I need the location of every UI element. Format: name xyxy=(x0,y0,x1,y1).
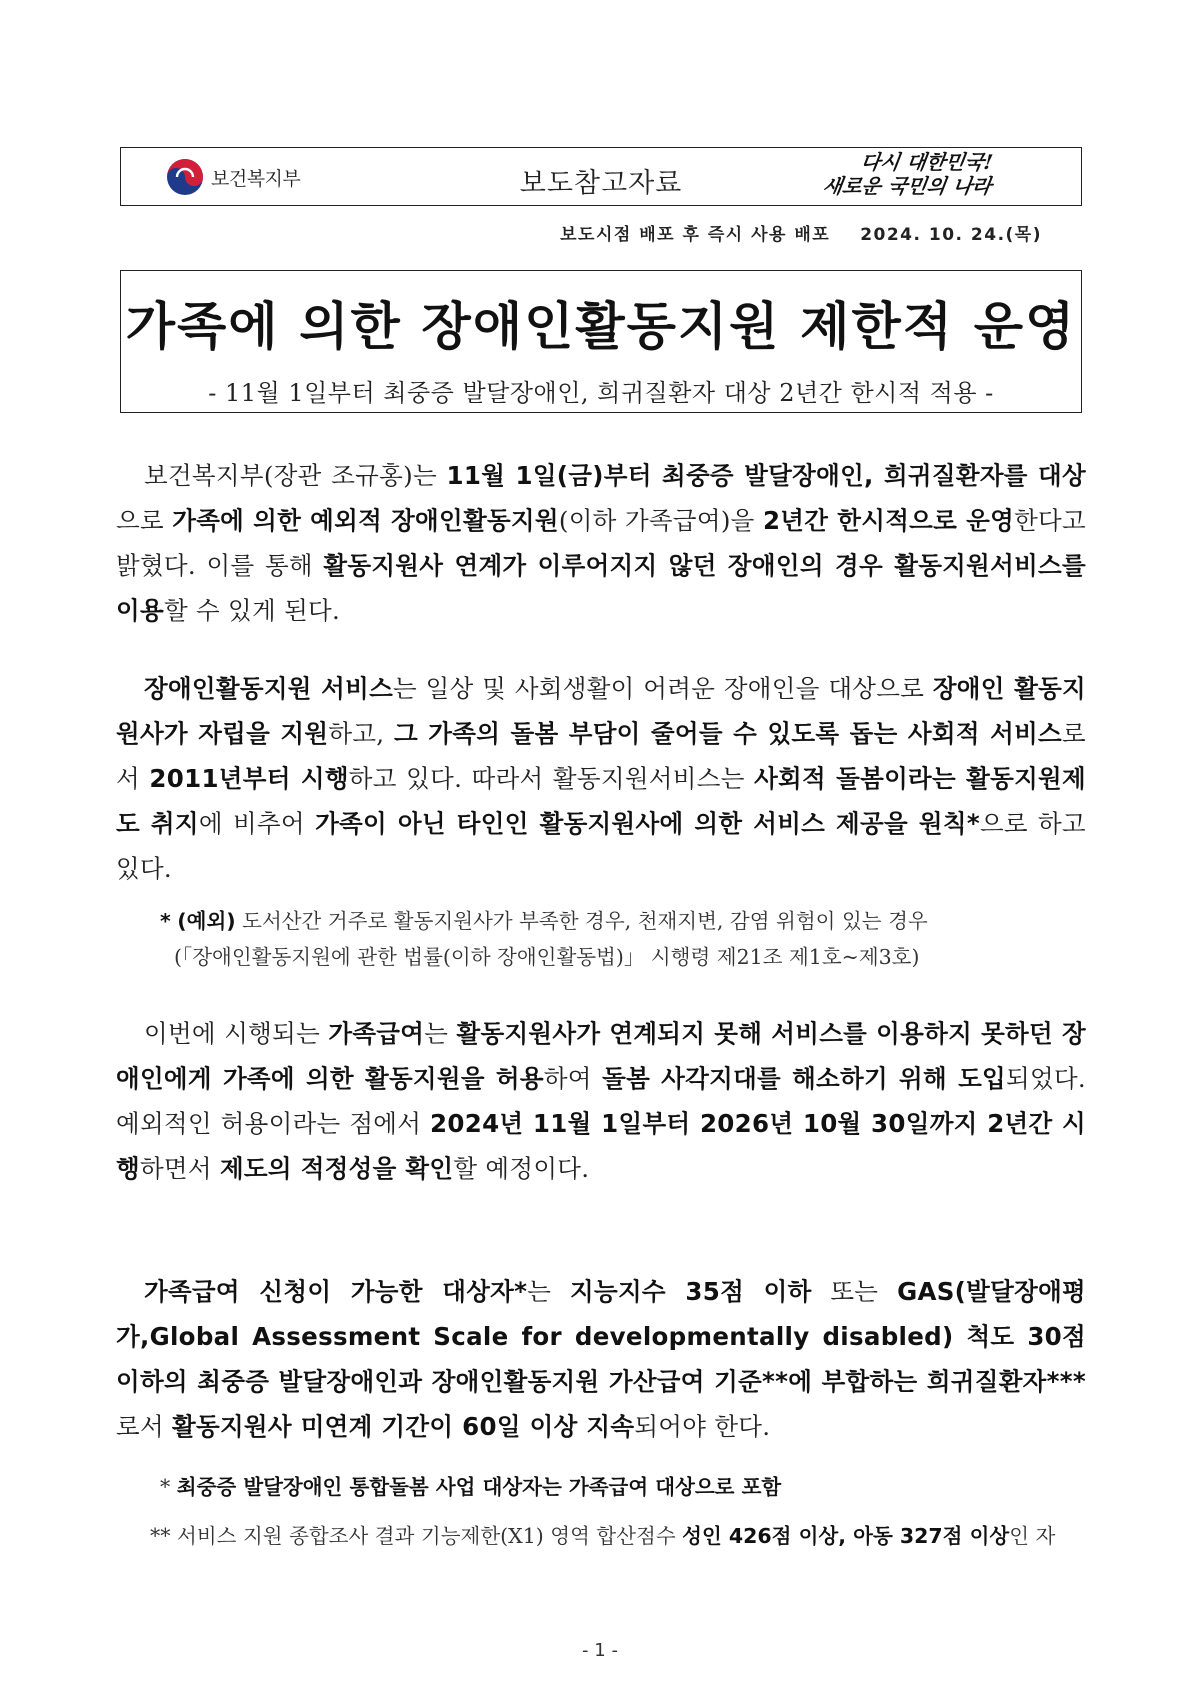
bold-run: 활동지원사가 연계되지 못해 서비스를 이용하지 못하던 장애인에게 가족에 의한 활동지원을 허용 xyxy=(116,1019,1086,1093)
ministry-name: 보건복지부 xyxy=(211,167,301,190)
paragraph-3 xyxy=(116,1011,1086,1191)
bold-run: 2024년 11월 1일부터 2026년 10월 30일까지 2년간 시행 xyxy=(116,1109,1086,1183)
footnote-text: 도서산간 거주로 활동지원사가 부족한 경우, 천재지변, 감염 위험이 있는 경우 xyxy=(235,909,928,933)
footnote-mark: * xyxy=(160,1475,171,1499)
footnote-text-line-2: (「장애인활동지원에 관한 법률(이하 장애인활동법)」 시행령 제21조 제1호~제3호) xyxy=(174,945,920,969)
paragraph-4 xyxy=(116,1269,1086,1449)
text-run: 에 비추어 xyxy=(198,809,316,838)
bold-run: 가족급여 신청이 가능한 대상자* xyxy=(144,1277,528,1306)
bold-run: GAS(발달장애평가,Global Assessment Scale for developmentally disabled) 척도 30점 이하의 최중증 발달장애인과 장애인활동지원 가산급여 기준**에 부합하는 희귀질환자*** xyxy=(116,1277,1087,1396)
footnote-exception xyxy=(160,903,1090,975)
footnote-text: 서비스 지원 종합조사 결과 기능제한(X1) 영역 합산점수 xyxy=(177,1524,683,1548)
text-run: 으로 하고 있다. xyxy=(116,809,1086,883)
text-run: 하면서 xyxy=(139,1154,220,1183)
slogan xyxy=(823,150,1033,205)
footnote-label: (예외) xyxy=(177,909,236,933)
header-box xyxy=(120,147,1082,206)
bold-run: 지능지수 35점 이하 xyxy=(570,1277,812,1306)
bold-run: 활동지원사 연계가 이루어지지 않던 장애인의 경우 활동지원서비스를 이용 xyxy=(116,551,1086,625)
bold-run: 활동지원사 미연계 기간이 60일 이상 지속 xyxy=(172,1412,635,1441)
paragraph-2 xyxy=(116,666,1086,891)
bold-run: 11월 1일(금)부터 최중증 발달장애인, 희귀질환자를 대상 xyxy=(446,461,1086,490)
bold-run: 가족급여 xyxy=(328,1019,425,1048)
text-run: 하고, xyxy=(328,719,394,748)
bold-run: 2011년부터 시행 xyxy=(149,764,349,793)
text-run: 보건복지부(장관 조규홍)는 xyxy=(144,461,447,490)
paragraph-1 xyxy=(116,453,1086,633)
text-run: 로서 xyxy=(116,719,1086,793)
text-run: 으로 xyxy=(116,506,173,535)
page-title: 가족에 의한 장애인활동지원 제한적 운영 xyxy=(125,298,1077,357)
text-run: 는 xyxy=(424,1019,457,1048)
footnote-target xyxy=(160,1469,1090,1505)
slogan-line-2: 새로운 국민의 나라 xyxy=(821,174,994,198)
text-run: 한다고 밝혔다. 이를 통해 xyxy=(116,506,1086,580)
bold-run: 가족에 의한 예외적 장애인활동지원 xyxy=(172,506,559,535)
text-run: 할 예정이다. xyxy=(453,1154,590,1183)
text-run: 되었다. 예외적인 허용이라는 점에서 xyxy=(116,1064,1087,1138)
text-run: 는 xyxy=(527,1277,571,1306)
text-run: 하고 있다. 따라서 활동지원서비스는 xyxy=(348,764,755,793)
text-run: 할 수 있게 된다. xyxy=(163,596,341,625)
bold-run: 제도의 적정성을 확인 xyxy=(219,1154,454,1183)
text-run: 또는 xyxy=(811,1277,898,1306)
text-run: 로서 xyxy=(116,1412,173,1441)
bold-run: 장애인활동지원 서비스 xyxy=(144,674,394,703)
page-number: - 1 - xyxy=(582,1640,618,1661)
slogan-line-1: 다시 대한민국! xyxy=(859,150,995,174)
text-run: 되어야 한다. xyxy=(634,1412,771,1441)
footnote-bold: 성인 426점 이상, 아동 327점 이상 xyxy=(682,1524,1010,1548)
release-info xyxy=(560,220,1042,245)
bold-run: 돌봄 사각지대를 해소하기 위해 도입 xyxy=(602,1064,1007,1093)
text-run: 이번에 시행되는 xyxy=(144,1019,329,1048)
bold-run: 가족이 아닌 타인인 활동지원사에 의한 서비스 제공을 원칙* xyxy=(315,809,980,838)
footnote-score xyxy=(150,1518,1080,1554)
footnote-text: 최중증 발달장애인 통합돌봄 사업 대상자는 가족급여 대상으로 포함 xyxy=(176,1475,782,1499)
bold-run: 사회적 돌봄이라는 활동지원제도 취지 xyxy=(116,764,1086,838)
bold-run: 그 가족의 돌봄 부담이 줄어들 수 있도록 돕는 사회적 서비스 xyxy=(393,719,1063,748)
bold-run: 장애인 활동지원사가 자립을 지원 xyxy=(116,674,1087,748)
text-run: 는 일상 및 사회생활이 어려운 장애인을 대상으로 xyxy=(393,674,933,703)
footnote-mark: * xyxy=(160,909,171,933)
text-run: (이하 가족급여)을 xyxy=(558,506,763,535)
bold-run: 2년간 한시적으로 운영 xyxy=(762,506,1015,535)
page-subtitle: - 11월 1일부터 최중증 발달장애인, 희귀질환자 대상 2년간 한시적 적용 - xyxy=(208,379,994,407)
document-type: 보도참고자료 xyxy=(519,168,683,199)
footnote-mark: ** xyxy=(150,1524,171,1548)
release-timing: 보도시점 배포 후 즉시 사용 배포 xyxy=(560,225,831,245)
text-run: 하여 xyxy=(543,1064,603,1093)
footnote-tail: 인 자 xyxy=(1009,1524,1056,1548)
title-box xyxy=(120,270,1082,413)
release-date: 2024. 10. 24.(목) xyxy=(860,225,1042,245)
